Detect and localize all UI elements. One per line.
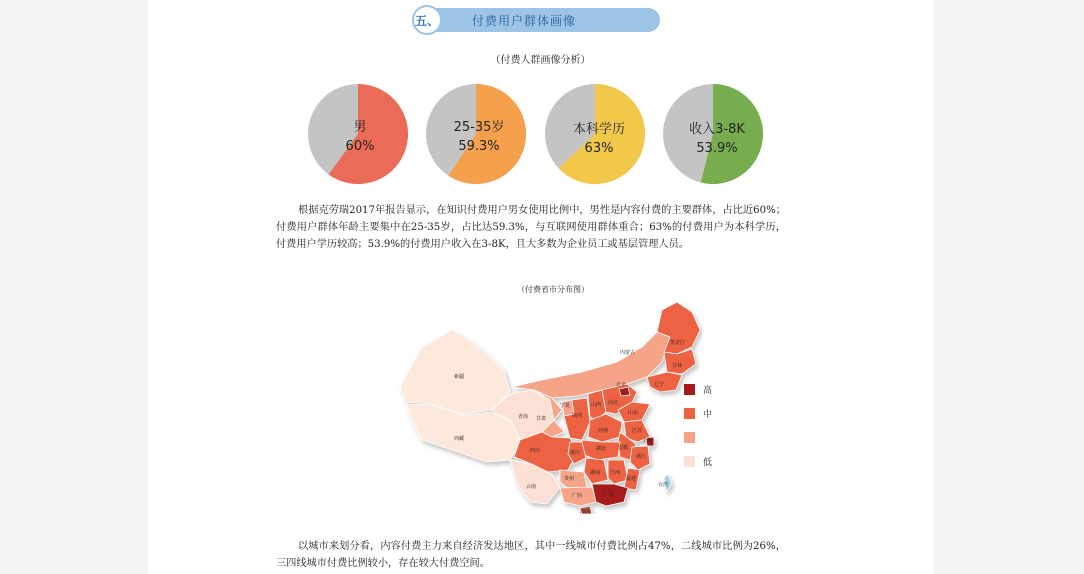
legend-swatch-low: [684, 456, 695, 467]
label-jiangsu: 江苏: [632, 428, 643, 434]
legend-label-high: 高: [703, 385, 713, 396]
pie-age-label: 25-35岁: [453, 120, 505, 135]
label-hebei: 河北: [608, 400, 619, 406]
legend-item-low: [684, 455, 712, 467]
label-guangxi: 广西: [572, 493, 583, 499]
pie-age-value: 59.3%: [458, 139, 500, 154]
legend-swatch-mid: [684, 408, 695, 419]
province-liaoning: [647, 372, 682, 392]
legend-label-low: 低: [703, 457, 713, 468]
label-fujian: 福建: [626, 476, 637, 482]
paragraph-city-distribution: 以城市来划分看，内容付费主力来自经济发达地区，其中一线城市付费比例占47%，二线城市比例为26%，三四线城市付费比例较小，存在较大付费空间。: [276, 541, 786, 569]
label-gansu: 甘肃: [536, 416, 547, 422]
pie-gender-value: 60%: [345, 139, 375, 154]
label-hubei: 湖北: [596, 446, 607, 452]
pie-education-label: 本科学历: [572, 122, 625, 137]
label-guangdong: 广东: [604, 492, 615, 498]
pie-education-value: 63%: [584, 141, 614, 156]
map-legend: [684, 383, 712, 479]
document-page: [148, 0, 933, 574]
label-hunan: 湖南: [590, 470, 601, 476]
label-hainan: 海南: [580, 509, 591, 514]
label-taiwan: 台湾: [658, 482, 669, 488]
legend-item-high: [684, 383, 712, 395]
label-liaoning: 辽宁: [654, 382, 665, 388]
label-henan: 河南: [598, 428, 609, 434]
label-shandong: 山东: [628, 410, 639, 416]
legend-item-mid: [684, 407, 712, 419]
province-neimenggu: [512, 332, 670, 398]
label-guizhou: 贵州: [564, 476, 575, 482]
label-shaanxi: 陕西: [572, 413, 583, 419]
pie-income: [663, 80, 767, 190]
legend-label-mid: 中: [703, 409, 713, 420]
pie-gender: [308, 80, 412, 190]
label-yunnan: 云南: [526, 484, 537, 490]
province-xinjiang: [400, 330, 510, 414]
map-caption: （付费省市分布图）: [517, 285, 589, 294]
label-xizang: 西藏: [454, 436, 465, 442]
pie-education: [545, 80, 649, 190]
label-chongqing: 重庆: [570, 450, 581, 456]
pie-age: [426, 80, 530, 190]
label-neimenggu: 内蒙古: [620, 350, 636, 356]
label-qinghai: 青海: [518, 414, 529, 420]
label-shanxi: 山西: [591, 402, 602, 408]
section-number: 五、: [414, 13, 439, 28]
pie-income-label: 收入3-8K: [689, 122, 745, 137]
paragraph-user-profile: 根据克劳瑞2017年报告显示，在知识付费用户男女使用比例中，男性是内容付费的主要群体，占比近60%；付费用户群体年龄主要集中在25-35岁，占比达59.3%，与互联网使用群体重合；63%的付费用户为本科学历，付费用户学历较高；53.9%的付费用户收入在3-8K，且大多数为企业员工或基层管理人员。: [276, 205, 786, 250]
label-ningxia: 宁夏: [560, 403, 571, 409]
label-sichuan: 四川: [530, 448, 541, 454]
label-shanghai: 上海: [642, 438, 653, 444]
label-beijing: 北京: [616, 382, 627, 388]
china-map-graphic: [392, 292, 702, 514]
legend-item-lower: [684, 431, 712, 443]
label-xinjiang: 新疆: [454, 374, 465, 380]
legend-swatch-high: [684, 384, 695, 395]
banner-number-circle: [412, 5, 442, 35]
pie-income-value: 53.9%: [696, 141, 738, 156]
pie-gender-label: 男: [353, 120, 367, 135]
section-title: 付费用户群体画像: [472, 14, 577, 28]
china-map: [392, 292, 702, 514]
province-jilin: [664, 349, 696, 374]
pie-charts: [148, 80, 933, 194]
label-anhui: 安徽: [618, 445, 629, 451]
province-beijing: [619, 387, 630, 396]
section-banner: [412, 5, 662, 35]
label-jilin: 吉林: [672, 363, 683, 369]
pie-caption: （付费人群画像分析）: [490, 55, 591, 66]
label-zhejiang: 浙江: [636, 454, 647, 460]
label-heilongjiang: 黑龙江: [670, 340, 686, 346]
label-jiangxi: 江西: [610, 470, 621, 476]
legend-swatch-lower: [684, 432, 695, 443]
